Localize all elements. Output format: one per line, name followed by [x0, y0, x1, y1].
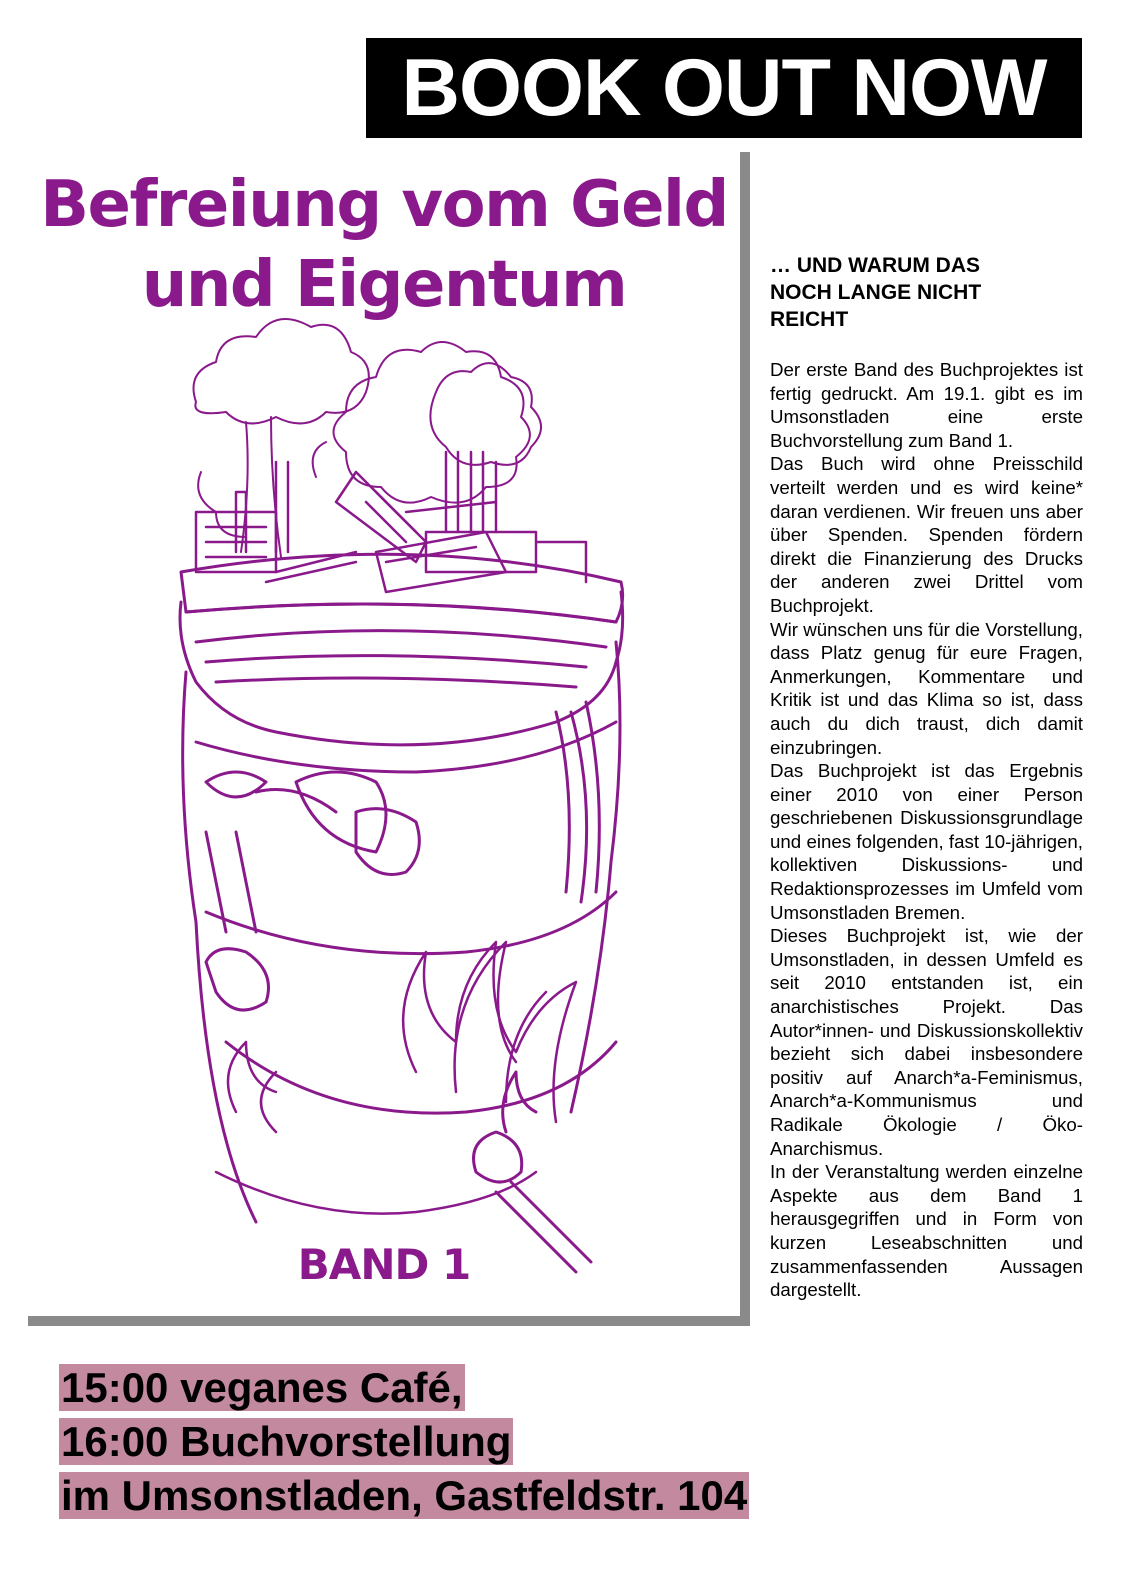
paragraph: Der erste Band des Buchprojektes ist fertig gedruckt. Am 19.1. gibt es im Umsonstladen eine erste Buchvorstellung zum Band 1.	[770, 359, 1083, 451]
book-volume: BAND 1	[297, 1240, 471, 1289]
paragraph: Das Buchprojekt ist das Ergebnis einer 2010 von einer Person geschriebenen Diskussionsgrundlage und eines folgenden, fast 10-jährigen, kollektiven Diskussions- und Redaktionsprozesses im Umfeld vom Umsonstladen Bremen.	[770, 760, 1083, 923]
event-time-presentation: 16:00 Buchvorstellung	[61, 1418, 512, 1465]
event-time-cafe: 15:00 veganes Café,	[61, 1364, 463, 1411]
paragraph: In der Veranstaltung werden einzelne Aspekte aus dem Band 1 herausgegriffen und in Form von kurzen Leseabschnitten und zusammenfassenden Aussagen dargestellt.	[770, 1161, 1083, 1301]
paragraph: Das Buch wird ohne Preisschild verteilt werden und es wird keine* daran verdienen. Wir freuen uns aber über Spenden. Spenden fördern direkt die Finanzierung des Drucks der anderen zwei Drittel vom Buchprojekt.	[770, 453, 1083, 616]
event-location: im Umsonstladen, Gastfeldstr. 104	[61, 1472, 748, 1519]
sidebar-heading	[770, 252, 1085, 333]
sidebar-heading-line1: … UND WARUM DAS	[770, 254, 980, 277]
book-title-line1: Befreiung vom Geld	[40, 168, 728, 242]
cover-illustration	[176, 312, 656, 1302]
paragraph: Dieses Buchprojekt ist, wie der Umsonstladen, in dessen Umfeld es seit 2010 entstanden ist, ein anarchistisches Projekt. Das Autor*innen- und Diskussionskollektiv bezieht sich dabei insbesondere positiv auf Anarch*a-Feminismus, Anarch*a-Kommunismus und Radikale Ökologie / Öko-Anarchismus.	[770, 925, 1083, 1159]
cover-frame-right	[740, 152, 750, 1326]
sidebar-body	[770, 358, 1083, 1302]
sidebar-heading-line2: NOCH LANGE NICHT	[770, 281, 982, 304]
book-title	[28, 165, 740, 325]
sidebar-heading-line3: REICHT	[770, 308, 849, 331]
banner: BOOK OUT NOW	[366, 38, 1082, 138]
paragraph: Wir wünschen uns für die Vorstellung, dass Platz genug für eure Fragen, Anmerkungen, Kommentare und Kritik ist und das Klima so ist, dass auch du dich traust, dich damit einzubringen.	[770, 618, 1083, 758]
cover-frame-bottom	[28, 1316, 750, 1326]
dollar-bill-roll	[183, 642, 620, 1222]
book-title-line2: und Eigentum	[141, 248, 627, 322]
event-info	[59, 1361, 749, 1523]
